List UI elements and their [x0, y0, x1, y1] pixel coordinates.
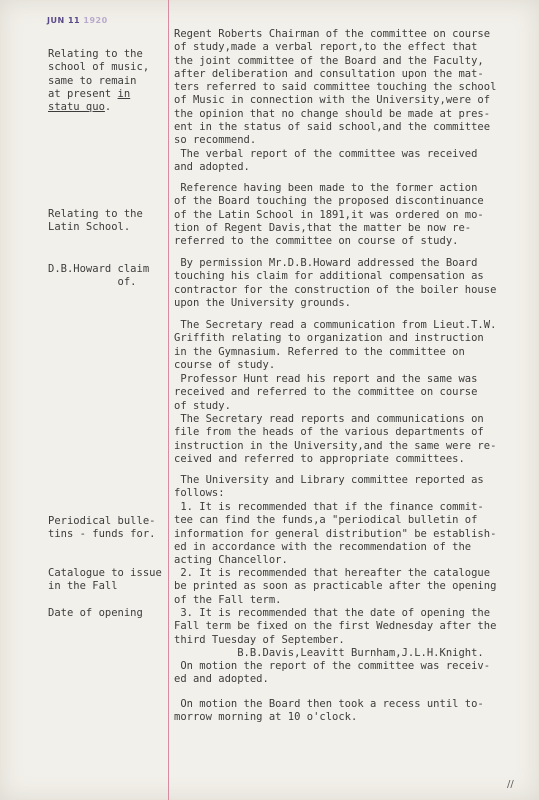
- recommendation-1: 1. It is recommended that if the finance commit- tee can find the funds,a "periodical bulletin of information for general distribution" be establish- ed in accordance with the recommendation of the acting Chancellor.: [174, 501, 497, 567]
- stamp-date: JUN 11: [47, 16, 81, 25]
- paragraph-library-committee: The University and Library committee reported as follows:: [174, 474, 484, 500]
- margin-note-text: Relating to the school of music, same to remain at present: [48, 48, 150, 100]
- status-quo-in: in: [117, 87, 131, 100]
- paragraph-report-adopted-2: On motion the report of the committee was receiv- ed and adopted.: [174, 660, 491, 686]
- recommendation-3: 3. It is recommended that the date of opening the Fall term be fixed on the first Wednesday after the third Tuesday of September.: [174, 607, 497, 646]
- margin-note-periodical-bulletins: Periodical bulle- tins - funds for.: [48, 515, 156, 541]
- margin-note-school-of-music: [48, 48, 149, 114]
- margin-note-catalogue: Catalogue to issue in the Fall: [48, 567, 162, 593]
- date-stamp: [47, 16, 108, 25]
- margin-note-latin-school: Relating to the Latin School.: [48, 208, 143, 234]
- stamp-year: 1920: [83, 16, 108, 25]
- margin-note-howard-claim: D.B.Howard claim of.: [48, 263, 150, 289]
- recommendation-2: 2. It is recommended that hereafter the catalogue be printed as soon as practicable after the opening of the Fall term.: [174, 567, 497, 606]
- margin-note-date-of-opening: Date of opening: [48, 607, 143, 619]
- paragraph-gymnasium: The Secretary read a communication from Lieut.T.W. Griffith relating to organization and instruction in the Gymnasium. Referred to the committee on course of study.: [174, 319, 497, 371]
- paragraph-music-report: Regent Roberts Chairman of the committee on course of study,made a verbal report,to the effect that the joint committee of the Board and the Faculty, after deliberation and consultation upon the mat- ters referred to said committee touching the school of Music in connection with the University,were of the opinion that no change should be made at pres- ent in the status of said school,and the committee so recommend.: [174, 28, 497, 147]
- paragraph-department-reports: The Secretary read reports and communications on file from the heads of the various departments of instruction in the University,and the same were re- ceived and referred to appropriate committees.: [174, 413, 497, 465]
- corner-mark: //: [507, 779, 514, 790]
- paragraph-hunt-report: Professor Hunt read his report and the same was received and referred to the committee on course of study.: [174, 373, 478, 412]
- paragraph-report-adopted: The verbal report of the committee was received and adopted.: [174, 148, 478, 174]
- paragraph-recess: On motion the Board then took a recess until to- morrow morning at 10 o'clock.: [174, 698, 484, 724]
- paragraph-latin-school: Reference having been made to the former action of the Board touching the proposed discontinuance of the Latin School in 1891,it was ordered on mo- tion of Regent Davis,that the matter be now re- referred to the committee on course of study.: [174, 182, 484, 248]
- status-quo-period: .: [104, 101, 112, 114]
- committee-signatures: B.B.Davis,Leavitt Burnham,J.L.H.Knight.: [174, 647, 484, 659]
- margin-rule: [168, 0, 169, 800]
- paragraph-howard-claim: By permission Mr.D.B.Howard addressed the Board touching his claim for additional compensation as contractor for the construction of the boiler house upon the University grounds.: [174, 257, 497, 309]
- status-quo-phrase: statu quo: [48, 101, 105, 114]
